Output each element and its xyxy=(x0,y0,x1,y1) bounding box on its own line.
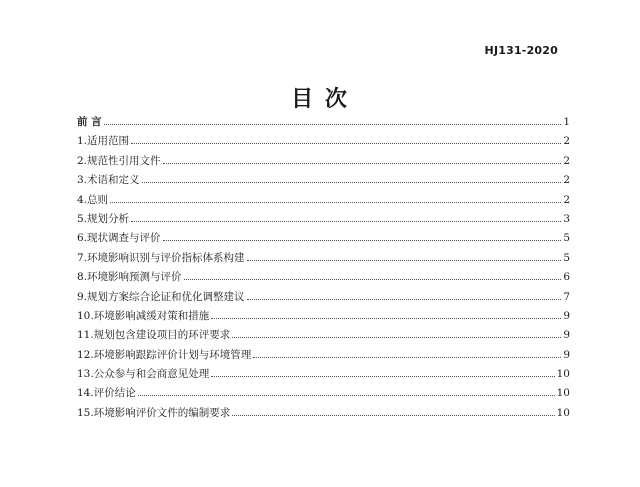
toc-entry-8[interactable] xyxy=(77,268,570,287)
dot-leader xyxy=(131,221,561,222)
toc-entry-2[interactable] xyxy=(77,152,570,171)
toc-entry-14[interactable] xyxy=(77,384,570,403)
toc-entry-7[interactable] xyxy=(77,249,570,268)
dot-leader xyxy=(110,202,561,203)
toc-page-number: 7 xyxy=(563,290,570,303)
document-code: HJ131-2020 xyxy=(484,44,558,57)
dot-leader xyxy=(184,279,562,280)
toc-entry-4[interactable] xyxy=(77,191,570,210)
toc-page-number: 2 xyxy=(563,135,570,148)
toc-entry-preface[interactable] xyxy=(77,113,570,132)
toc-entry-label: 8.环境影响预测与评价 xyxy=(77,271,182,284)
toc-page-number: 10 xyxy=(556,387,570,400)
toc-entry-1[interactable] xyxy=(77,132,570,151)
toc-entry-13[interactable] xyxy=(77,365,570,384)
dot-leader xyxy=(247,260,562,261)
toc-entry-label: 1.适用范围 xyxy=(77,135,130,148)
toc-entry-label: 6.现状调查与评价 xyxy=(77,232,161,245)
toc-entry-label: 13.公众参与和会商意见处理 xyxy=(77,368,210,381)
dot-leader xyxy=(211,376,554,377)
toc-entry-label: 4.总则 xyxy=(77,193,109,206)
toc-page-number: 5 xyxy=(563,251,570,264)
dot-leader xyxy=(163,240,562,241)
toc-entry-5[interactable] xyxy=(77,210,570,229)
toc-entry-9[interactable] xyxy=(77,288,570,307)
toc-page-number: 9 xyxy=(563,348,570,361)
toc-entry-3[interactable] xyxy=(77,171,570,190)
table-of-contents xyxy=(77,113,570,423)
toc-entry-label: 10.环境影响减缓对策和措施 xyxy=(77,309,210,322)
toc-entry-10[interactable] xyxy=(77,307,570,326)
toc-entry-label: 14.评价结论 xyxy=(77,387,136,400)
toc-entry-label: 9.规划方案综合论证和优化调整建议 xyxy=(77,290,245,303)
toc-entry-label: 前 言 xyxy=(77,116,102,128)
dot-leader xyxy=(131,143,561,144)
toc-entry-label: 11.规划包含建设项目的环评要求 xyxy=(77,329,231,342)
dot-leader xyxy=(232,415,554,416)
toc-entry-11[interactable] xyxy=(77,326,570,345)
dot-leader xyxy=(163,163,562,164)
toc-entry-label: 2.规范性引用文件 xyxy=(77,154,161,167)
dot-leader xyxy=(104,124,562,125)
toc-entry-label: 12.环境影响跟踪评价计划与环境管理 xyxy=(77,348,252,361)
toc-page-number: 2 xyxy=(563,154,570,167)
dot-leader xyxy=(142,182,562,183)
toc-page-number: 5 xyxy=(563,232,570,245)
toc-entry-label: 3.术语和定义 xyxy=(77,174,140,187)
dot-leader xyxy=(247,299,562,300)
toc-entry-12[interactable] xyxy=(77,346,570,365)
toc-page-number: 2 xyxy=(563,174,570,187)
toc-entry-label: 15.环境影响评价文件的编制要求 xyxy=(77,406,231,419)
page-title: 目 次 xyxy=(291,87,349,112)
toc-entry-label: 5.规划分析 xyxy=(77,212,130,225)
toc-page-number: 6 xyxy=(563,271,570,284)
toc-page-number: 9 xyxy=(563,329,570,342)
dot-leader xyxy=(232,337,561,338)
toc-page-number: 9 xyxy=(563,309,570,322)
toc-page-number: 3 xyxy=(563,212,570,225)
toc-entry-15[interactable] xyxy=(77,404,570,423)
toc-page-number: 2 xyxy=(563,193,570,206)
toc-entry-6[interactable] xyxy=(77,229,570,248)
toc-page-number: 10 xyxy=(556,368,570,381)
dot-leader xyxy=(211,318,561,319)
toc-page-number: 10 xyxy=(556,406,570,419)
toc-entry-label: 7.环境影响识别与评价指标体系构建 xyxy=(77,251,245,264)
dot-leader xyxy=(138,395,555,396)
toc-page-number: 1 xyxy=(563,116,570,128)
dot-leader xyxy=(253,357,561,358)
